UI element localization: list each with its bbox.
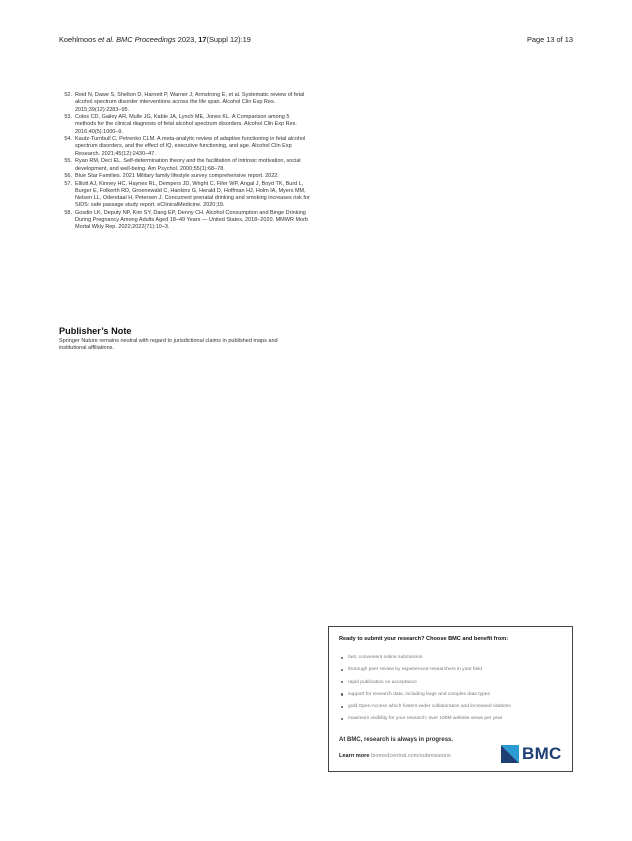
- reference-text: Coles CD, Gailey AR, Mulle JG, Kable JA, Lynch ME, Jones KL. A Comparison among 5 methods for the clinical diagnosis of fetal alcohol spectrum disorders. Alcohol Clin Exp Res. 2016;40(5):1000–9.: [75, 114, 297, 135]
- bmc-tagline: At BMC, research is always in progress.: [339, 737, 454, 743]
- list-item: [341, 655, 569, 667]
- benefit-text: gold Open Access which fosters wider collaboration and increased citations: [348, 704, 511, 710]
- journal-name: BMC Proceedings: [114, 35, 176, 44]
- benefit-text: thorough peer review by experienced researchers in your field: [348, 667, 483, 673]
- year: 2023,: [175, 35, 199, 44]
- citation-line: [59, 35, 251, 44]
- reference-item: [59, 114, 311, 136]
- reference-number: 54.: [64, 136, 72, 143]
- list-item: [341, 716, 569, 728]
- volume: 17: [198, 35, 207, 44]
- submission-url: biomedcentral.com/submissions: [369, 753, 451, 759]
- list-item: [341, 692, 569, 704]
- bmc-benefits-list: [341, 655, 569, 729]
- list-item: [341, 704, 569, 716]
- reference-text: Gosdin LK, Deputy NP, Kim SY, Dang EP, Denny CH. Alcohol Consumption and Binge Drinking During Pregnancy Among Adults Aged 18–49 Years — United States, 2018–2020. MMWR Morb Mortal Wkly Rep. 2022;2022(71):10–3.: [75, 209, 308, 231]
- reference-number: 52.: [64, 92, 72, 98]
- list-item: [341, 680, 569, 692]
- bullet-icon: [341, 693, 343, 695]
- bullet-icon: [341, 718, 343, 720]
- reference-number: 53.: [64, 114, 72, 121]
- publishers-note-title: Publisher’s Note: [59, 326, 132, 336]
- reference-item: [59, 92, 311, 114]
- reference-text: Elliott AJ, Kinney HC, Haynes RL, Dempers JD, Wright C, Fifer WP, Angal J, Boyd TK, Burd L, Burger E, Folkerth RD, Groenewald C, Hankins G, Herald D, Hoffman HJ, Holm IA, Myers MM, Nelsen LL, Odendaal H, Petersen J. Concurrent prenatal drinking and smoking increases risk for SIDS: safe passage study report. eClinicalMedicine. 2020;19.: [75, 180, 310, 209]
- learn-more-link[interactable]: [339, 753, 451, 759]
- learn-more-label: Learn more: [339, 753, 370, 759]
- list-item: [341, 667, 569, 679]
- reference-item: [59, 181, 311, 210]
- benefit-text: fast, convenient online submission: [348, 655, 423, 660]
- bullet-icon: [341, 681, 343, 683]
- reference-text: Blue Star Families. 2021 Military family lifestyle survey comprehensive report. 2022.: [75, 173, 279, 180]
- reference-item: [59, 136, 311, 158]
- benefit-text: support for research data, including large and complex data types: [348, 691, 490, 697]
- reference-text: Kautz-Turnbull C, Petrenko CLM. A meta-analytic review of adaptive functioning in fetal alcohol spectrum disorders, and the effect of IQ, executive functioning, and age. Alcohol Clin Exp Research. 2021;45(12):2430–47.: [75, 136, 306, 157]
- issue: (Suppl 12):19: [206, 35, 251, 44]
- reference-item: [59, 210, 311, 232]
- reference-text: Ryan RM, Deci EL. Self-determination theory and the facilitation of intrinsic motivation, social development, and well-being. Am Psychol. 2000;55(1):68–78.: [75, 158, 301, 172]
- reference-list: [59, 92, 311, 232]
- publishers-note-text: Springer Nature remains neutral with regard to jurisdictional claims in published maps and institutional affiliations.: [59, 338, 278, 352]
- reference-number: 58.: [64, 209, 72, 216]
- page-header: [59, 35, 573, 47]
- bmc-heading: Ready to submit your research? Choose BMC and benefit from:: [339, 636, 509, 642]
- bmc-logo-icon: [501, 745, 519, 763]
- bmc-advert-box: [328, 626, 573, 772]
- benefit-text: maximum visibility for your research: over 100M website views per year: [348, 716, 503, 722]
- reference-text: Reid N, Dawe S, Shelton D, Harnett P, Warner J, Armstrong E, et al. Systematic review of fetal alcohol spectrum disorder interventions across the life span. Alcohol Clin Exp Res. 2015;39(12):2283–95.: [75, 92, 305, 113]
- authors: Koehlmoos: [59, 35, 96, 44]
- bmc-logo: [501, 744, 567, 764]
- et-al: et al.: [95, 35, 115, 44]
- bullet-icon: [341, 657, 343, 659]
- reference-number: 56.: [64, 173, 72, 180]
- bullet-icon: [341, 669, 343, 671]
- page-number: Page 13 of 13: [526, 35, 573, 44]
- reference-number: 55.: [64, 158, 72, 165]
- reference-item: [59, 158, 311, 173]
- reference-number: 57.: [64, 180, 72, 187]
- benefit-text: rapid publication on acceptance: [348, 679, 417, 685]
- bmc-logo-text: BMC: [522, 744, 562, 763]
- bullet-icon: [341, 706, 343, 708]
- reference-item: [59, 173, 311, 180]
